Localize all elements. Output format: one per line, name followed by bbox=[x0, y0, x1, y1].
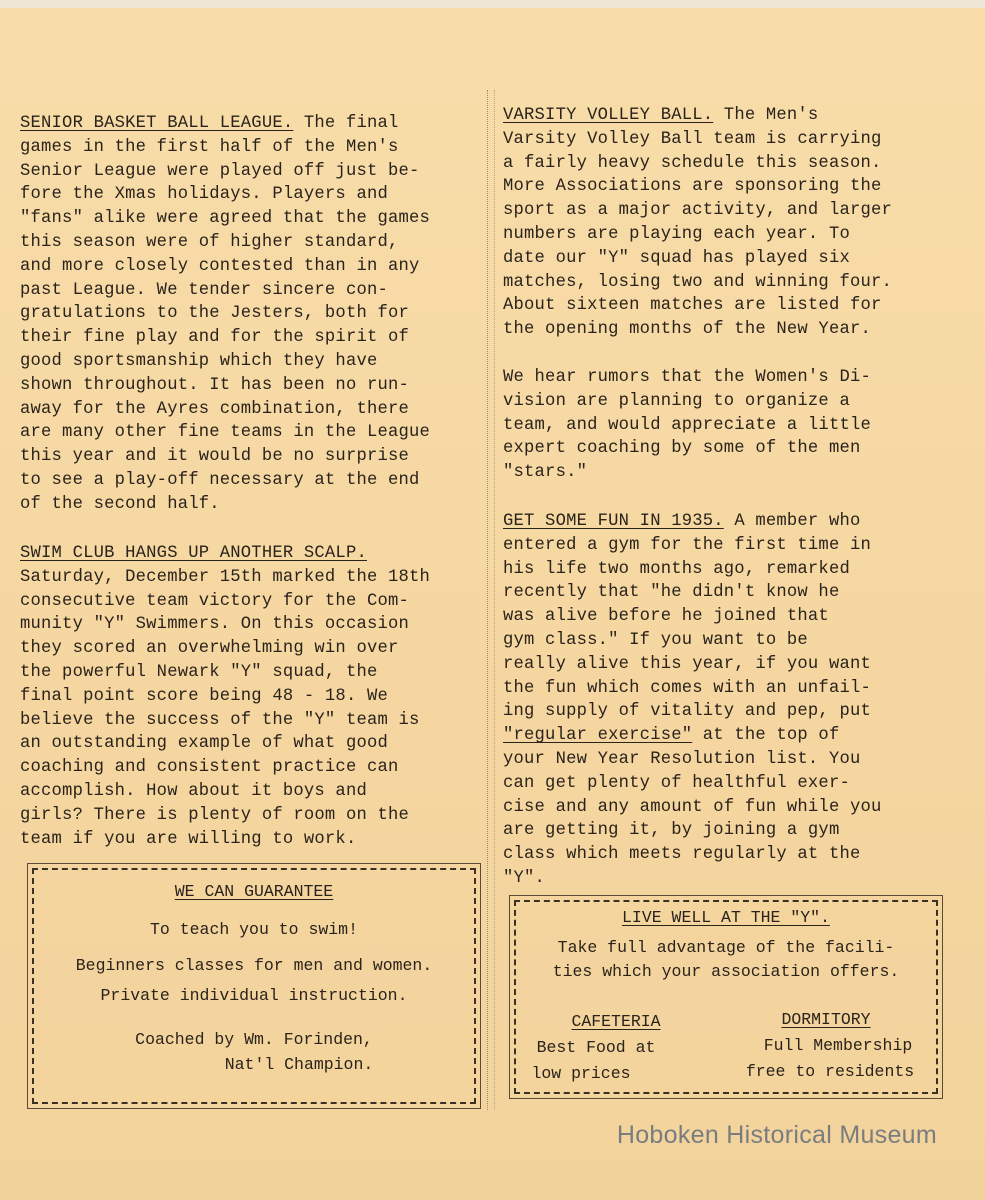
article-line: are many other fine teams in the League bbox=[20, 423, 431, 443]
article-line: shown throughout. It has been no run- bbox=[20, 375, 410, 395]
article-line: of the second half. bbox=[20, 494, 220, 514]
article-line: ing supply of vitality and pep, put bbox=[503, 702, 871, 722]
basketball-article bbox=[20, 112, 480, 517]
guarantee-line: Private individual instruction. bbox=[100, 986, 408, 1005]
article-line: cise and any amount of fun while you bbox=[503, 797, 882, 817]
article-line: gym class." If you want to be bbox=[503, 630, 808, 650]
article-line: recently that "he didn't know he bbox=[503, 583, 840, 603]
guarantee-line: To teach you to swim! bbox=[150, 920, 358, 939]
center-fold bbox=[487, 90, 495, 1110]
article-line: past League. We tender sincere con- bbox=[20, 280, 388, 300]
article-line bbox=[20, 542, 480, 566]
article-line bbox=[503, 510, 943, 534]
article-line: they scored an overwhelming win over bbox=[20, 639, 399, 659]
volleyball-line-0-rest: The Men's bbox=[713, 106, 819, 125]
article-line: games in the first half of the Men's bbox=[20, 137, 399, 157]
article-line: "stars." bbox=[503, 463, 588, 483]
article-line: are getting it, by joining a gym bbox=[503, 821, 840, 841]
article-line: More Associations are sponsoring the bbox=[503, 177, 882, 197]
livewell-box bbox=[514, 900, 938, 1094]
article-line: an outstanding example of what good bbox=[20, 734, 388, 754]
article-line: really alive this year, if you want bbox=[503, 654, 871, 674]
article-line: girls? There is plenty of room on the bbox=[20, 805, 410, 825]
article-line: Senior League were played off just be- bbox=[20, 161, 420, 181]
basketball-line-0-rest: The final bbox=[293, 114, 399, 133]
article-line: munity "Y" Swimmers. On this occasion bbox=[20, 615, 410, 635]
guarantee-line: Coached by Wm. Forinden, bbox=[135, 1030, 373, 1049]
article-line: class which meets regularly at the bbox=[503, 845, 861, 865]
article-line: the fun which comes with an unfail- bbox=[503, 678, 871, 698]
guarantee-heading: WE CAN GUARANTEE bbox=[174, 882, 334, 901]
article-line: was alive before he joined that bbox=[503, 607, 829, 627]
article-line: date our "Y" squad has played six bbox=[503, 248, 850, 268]
article-line: good sportsmanship which they have bbox=[20, 351, 378, 371]
article-line: fore the Xmas holidays. Players and bbox=[20, 185, 388, 205]
fun-line-9-rest: at the top of bbox=[692, 726, 840, 746]
regular-exercise: "regular exercise" bbox=[503, 726, 693, 746]
cafeteria-line: Best Food at bbox=[536, 1038, 656, 1057]
article-line: final point score being 48 - 18. We bbox=[20, 686, 388, 706]
article-line: gratulations to the Jesters, both for bbox=[20, 304, 410, 324]
article-line: can get plenty of healthful exer- bbox=[503, 773, 850, 793]
article-line: their fine play and for the spirit of bbox=[20, 328, 410, 348]
article-line: the opening months of the New Year. bbox=[503, 320, 871, 340]
article-line bbox=[20, 112, 480, 136]
article-line: vision are planning to organize a bbox=[503, 391, 850, 411]
article-line: a fairly heavy schedule this season. bbox=[503, 153, 882, 173]
article-line: About sixteen matches are listed for bbox=[503, 296, 882, 316]
article-line: team if you are willing to work. bbox=[20, 829, 357, 849]
article-line: accomplish. How about it boys and bbox=[20, 781, 367, 801]
article-line: consecutive team victory for the Com- bbox=[20, 591, 410, 611]
guarantee-line: Nat'l Champion. bbox=[224, 1055, 374, 1074]
article-line: coaching and consistent practice can bbox=[20, 758, 399, 778]
article-line: believe the success of the "Y" team is bbox=[20, 710, 420, 730]
article-line: sport as a major activity, and larger bbox=[503, 201, 893, 221]
livewell-line: Take full advantage of the facili- bbox=[557, 938, 895, 957]
livewell-heading: LIVE WELL AT THE "Y". bbox=[622, 908, 830, 927]
dormitory-line: free to residents bbox=[745, 1062, 915, 1081]
fun-line-0-rest: A member who bbox=[723, 512, 861, 531]
article-line bbox=[503, 724, 943, 748]
article-line: numbers are playing each year. To bbox=[503, 224, 850, 244]
article-line: matches, losing two and winning four. bbox=[503, 272, 893, 292]
dormitory-line: Full Membership bbox=[763, 1036, 913, 1055]
article-line: away for the Ayres combination, there bbox=[20, 399, 410, 419]
guarantee-line: Beginners classes for men and women. bbox=[75, 956, 433, 975]
article-line: "fans" alike were agreed that the games bbox=[20, 209, 431, 229]
article-line: "Y". bbox=[503, 868, 546, 888]
swim-heading: SWIM CLUB HANGS UP ANOTHER SCALP. bbox=[20, 544, 367, 563]
article-line: and more closely contested than in any bbox=[20, 256, 420, 276]
article-line bbox=[503, 104, 943, 128]
museum-watermark: Hoboken Historical Museum bbox=[616, 1121, 937, 1149]
article-line: this season were of higher standard, bbox=[20, 232, 399, 252]
article-line: his life two months ago, remarked bbox=[503, 559, 850, 579]
article-line: the powerful Newark "Y" squad, the bbox=[20, 662, 378, 682]
article-line: team, and would appreciate a little bbox=[503, 415, 871, 435]
fun-heading: GET SOME FUN IN 1935. bbox=[503, 512, 724, 531]
basketball-heading: SENIOR BASKET BALL LEAGUE. bbox=[20, 114, 294, 133]
article-line: to see a play-off necessary at the end bbox=[20, 470, 420, 490]
article-line: We hear rumors that the Women's Di- bbox=[503, 368, 871, 387]
women-article bbox=[503, 366, 943, 485]
paper-top-edge bbox=[0, 0, 985, 8]
livewell-line: ties which your association offers. bbox=[552, 962, 900, 981]
article-line: Saturday, December 15th marked the 18th bbox=[20, 567, 431, 587]
cafeteria-line: low prices bbox=[531, 1064, 631, 1083]
article-line: entered a gym for the first time in bbox=[503, 535, 871, 555]
cafeteria-title: CAFETERIA bbox=[571, 1012, 661, 1031]
article-line: this year and it would be no surprise bbox=[20, 447, 410, 467]
volleyball-article bbox=[503, 104, 943, 342]
volleyball-heading: VARSITY VOLLEY BALL. bbox=[503, 106, 714, 125]
article-line: expert coaching by some of the men bbox=[503, 439, 861, 459]
dormitory-title: DORMITORY bbox=[781, 1010, 871, 1029]
swim-article bbox=[20, 542, 480, 851]
fun-article bbox=[503, 510, 943, 891]
article-line: your New Year Resolution list. You bbox=[503, 749, 861, 769]
article-line: Varsity Volley Ball team is carrying bbox=[503, 129, 882, 149]
